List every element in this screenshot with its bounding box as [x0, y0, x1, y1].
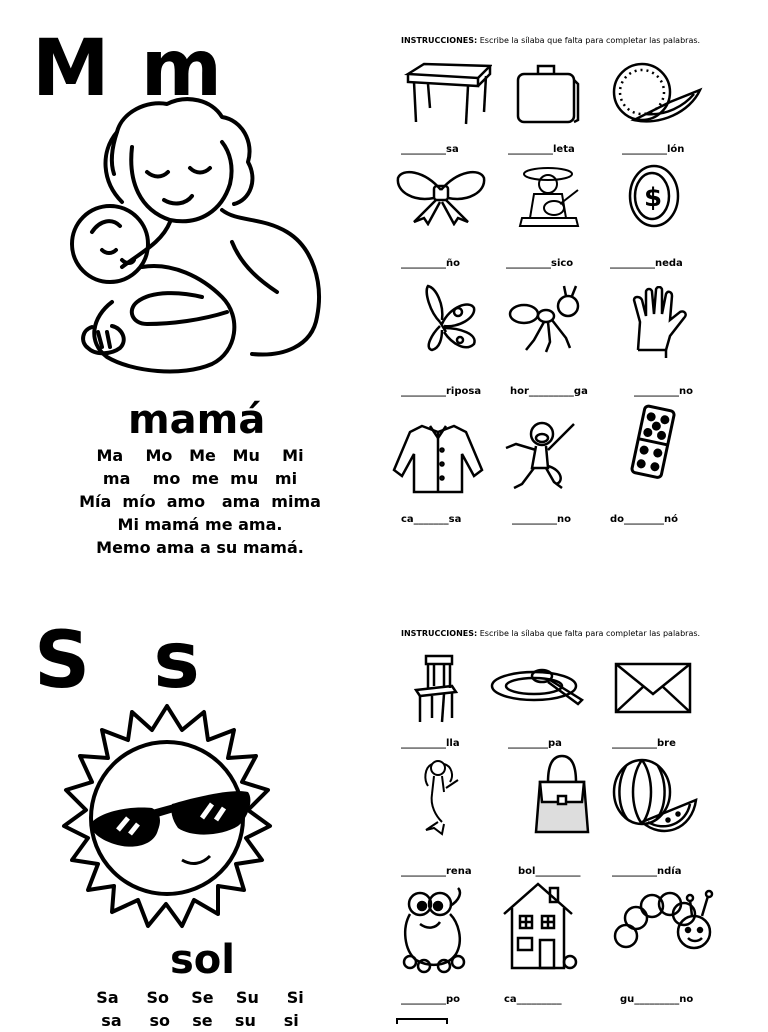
instructions-text: Escribe la sílaba que falta para completar las palabras.: [477, 629, 701, 638]
shirt-icon: [392, 422, 484, 494]
musician-icon: [514, 164, 584, 230]
melon-icon: [610, 60, 704, 128]
word-blank: hor_________ga: [510, 386, 588, 397]
word-blank: _________sico: [506, 258, 574, 269]
word-blank: _________no: [512, 514, 571, 525]
word-blank: _________rena: [401, 866, 472, 877]
plate-spoon-icon: [490, 664, 588, 710]
instructions-label: INSTRUCCIONES:: [401, 36, 478, 45]
domino-icon: [628, 404, 680, 480]
word-blank: _________leta: [508, 144, 575, 155]
hand-icon: [626, 286, 690, 358]
watermelon-icon: [612, 756, 700, 840]
svg-text:$: $: [644, 183, 663, 213]
syllable-line: Sa So Se Su Si: [96, 988, 304, 1007]
mother-baby-illustration: [62, 92, 327, 384]
word-blank: ________pa: [508, 738, 562, 749]
syllable-line: Ma Mo Me Mu Mi: [96, 446, 304, 465]
caterpillar-icon: [612, 886, 718, 952]
syllable-line: ma mo me mu mi: [102, 469, 298, 488]
word-blank: _________bre: [612, 738, 676, 749]
syllable-line: Mi mamá me ama.: [117, 515, 283, 534]
word-blank: gu_________no: [620, 994, 694, 1005]
sun-illustration: [42, 700, 292, 936]
letter-heading-m: M m: [32, 24, 225, 114]
table-icon: [404, 60, 492, 126]
keyword-mama: mamá: [128, 397, 266, 443]
butterfly-icon: [410, 282, 482, 356]
keyword-sol: sol: [170, 937, 235, 983]
instructions-m: [401, 36, 700, 45]
partial-picture-frame: [396, 1018, 448, 1024]
syllable-block-m: [55, 444, 345, 559]
mermaid-icon: [412, 756, 468, 836]
syllable-line: Mía mío amo ama mima: [79, 492, 321, 511]
suitcase-icon: [514, 60, 580, 126]
instructions-text: Escribe la sílaba que falta para completar las palabras.: [477, 36, 701, 45]
word-blank: _________neda: [610, 258, 683, 269]
chair-icon: [410, 652, 460, 724]
word-blank: ca_______sa: [401, 514, 462, 525]
word-blank: do________nó: [610, 514, 679, 525]
word-blank: ca_________: [504, 994, 562, 1005]
word-blank: _________lón: [622, 144, 685, 155]
ant-icon: [506, 284, 586, 356]
word-blank: bol_________: [518, 866, 581, 877]
envelope-icon: [614, 662, 692, 714]
instructions-label: INSTRUCCIONES:: [401, 629, 478, 638]
word-blank: _________ño: [401, 258, 460, 269]
syllable-line: Memo ama a su mamá.: [96, 538, 304, 557]
monkey-icon: [502, 418, 580, 492]
letter-heading-s: S s: [34, 616, 218, 706]
word-blank: _________po: [401, 994, 461, 1005]
house-icon: [500, 880, 580, 972]
word-blank: _________sa: [401, 144, 459, 155]
handbag-icon: [534, 752, 590, 834]
frog-icon: [400, 884, 472, 974]
word-blank: _________no: [634, 386, 693, 397]
syllable-block-s: [55, 986, 345, 1032]
instructions-s: [401, 629, 700, 638]
coin-icon: [626, 162, 684, 230]
bow-icon: [394, 166, 488, 226]
word-blank: _________ndía: [612, 866, 682, 877]
word-blank: _________riposa: [401, 386, 482, 397]
syllable-line: sa so se su si: [101, 1011, 299, 1030]
word-blank: _________lla: [401, 738, 460, 749]
